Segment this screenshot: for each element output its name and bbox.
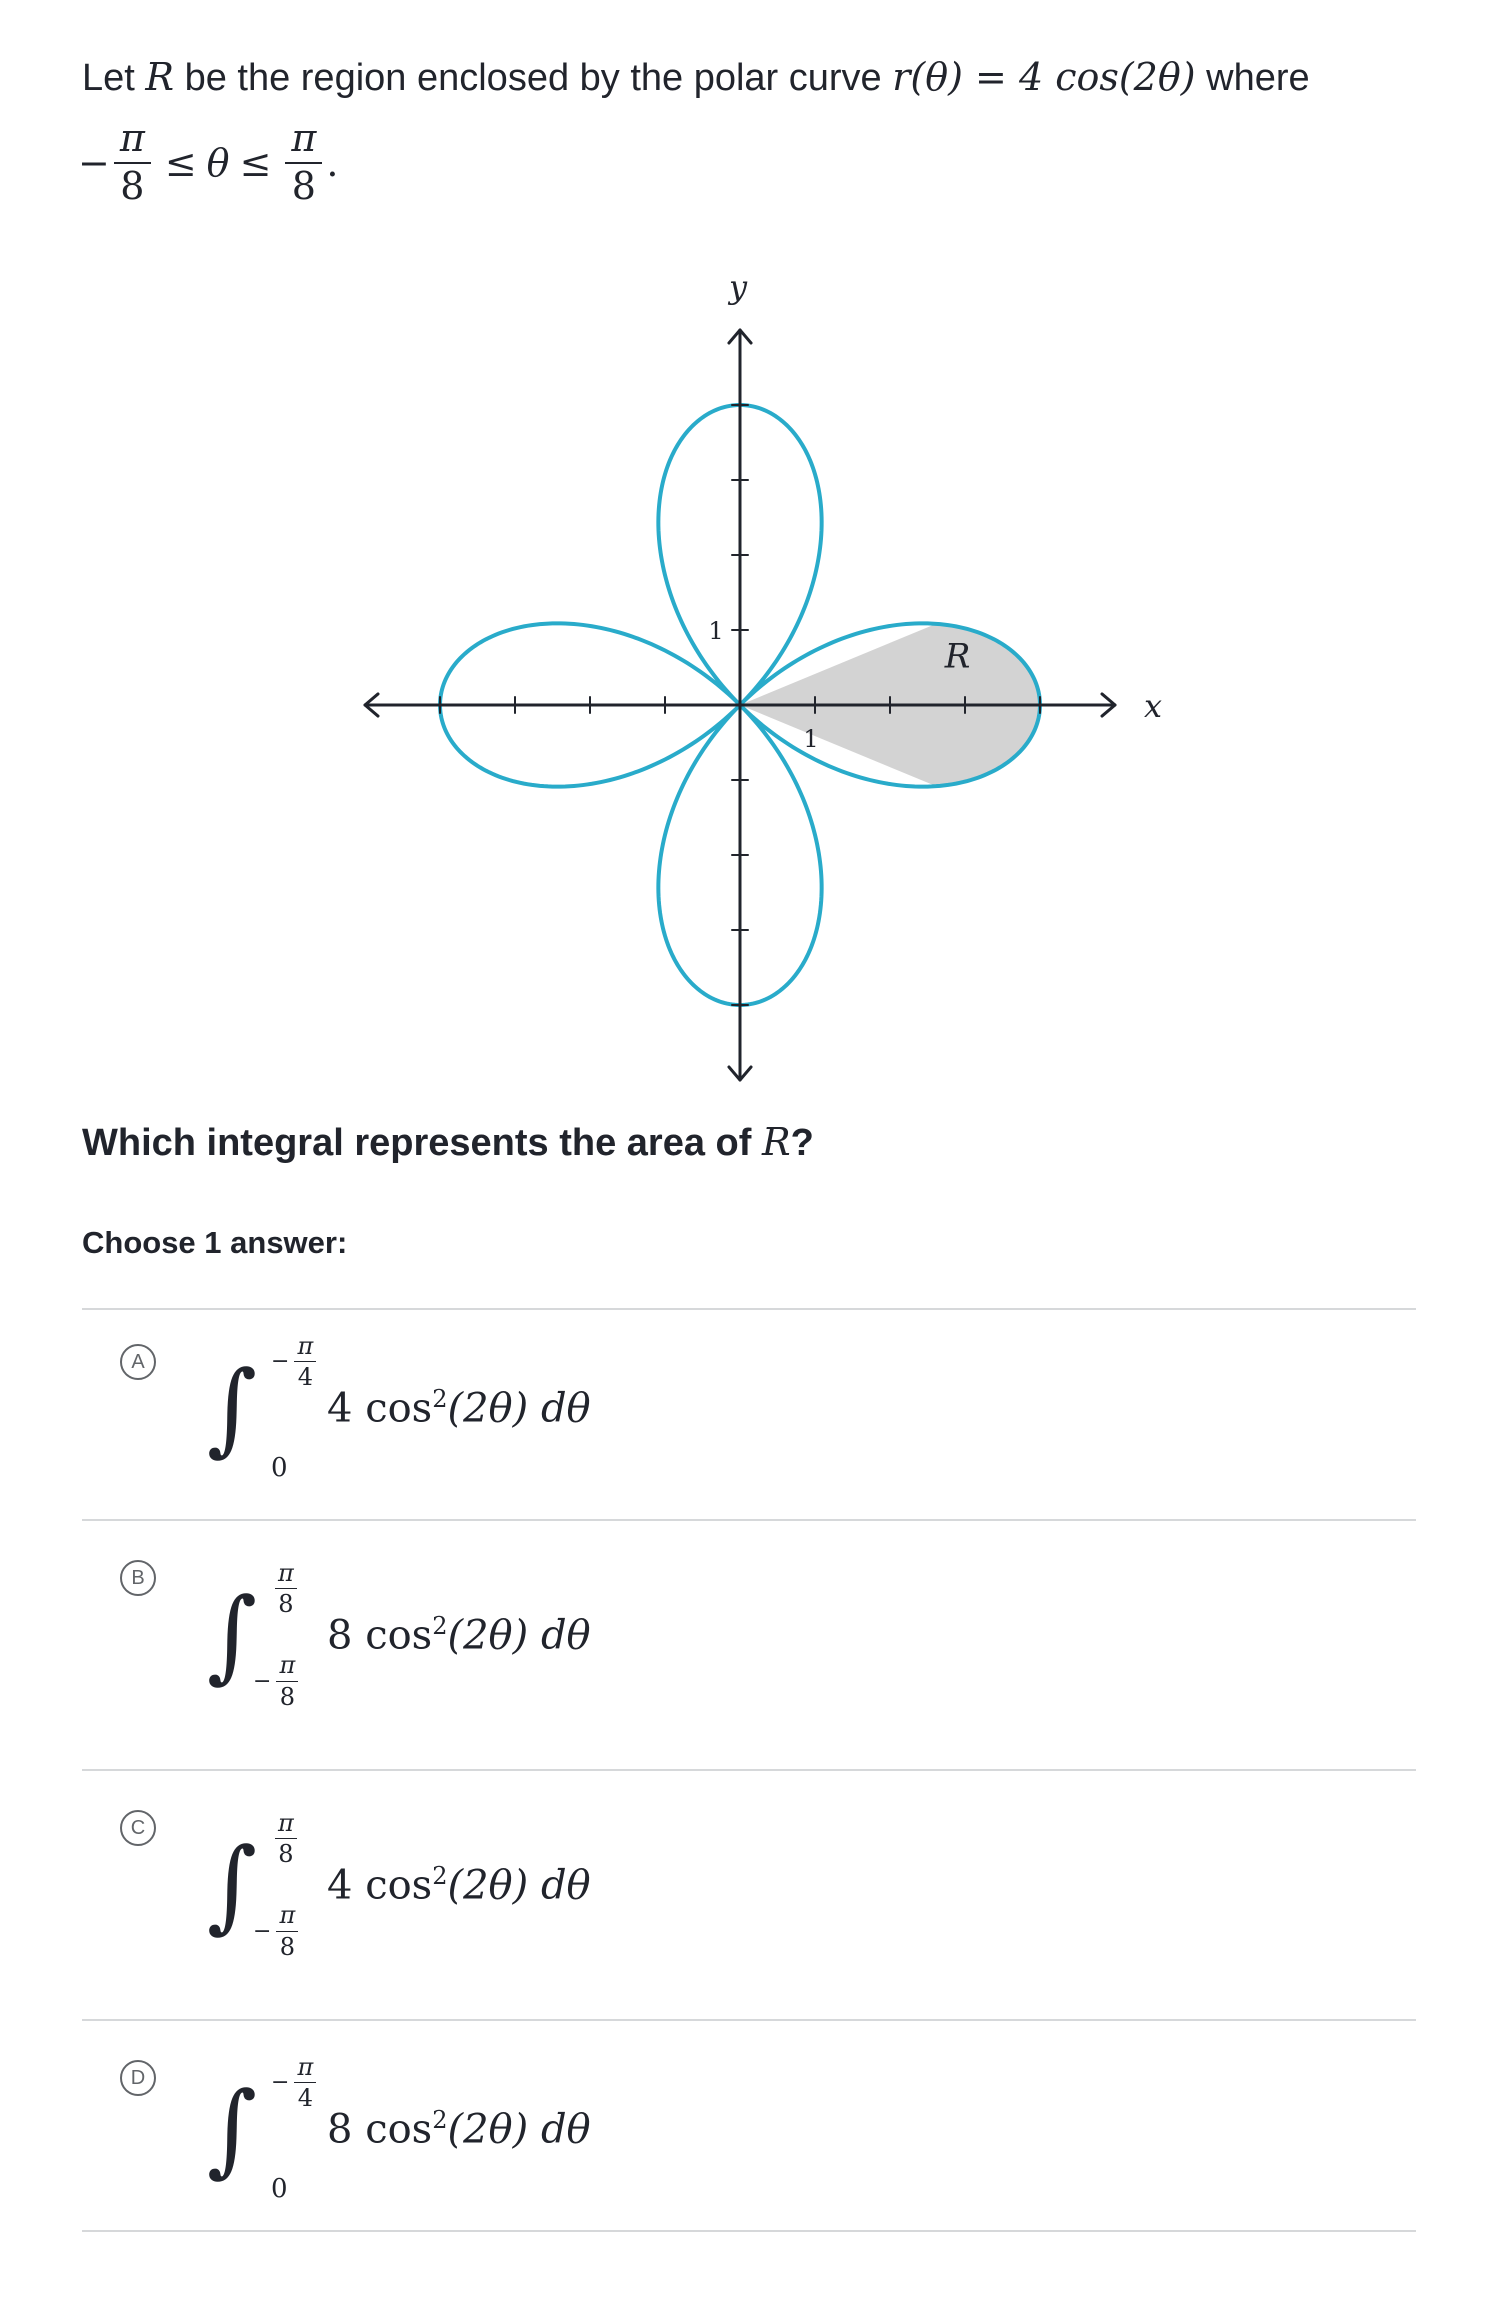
upper-bound-sign: −	[271, 2070, 290, 2096]
theta-inequality	[78, 118, 338, 208]
option-letter-b: B	[120, 1560, 156, 1596]
integrand-argument: (2θ) dθ	[447, 2106, 591, 2153]
integrand-power: 2	[432, 1384, 448, 1413]
answer-option-b[interactable]	[82, 1520, 1416, 1769]
lower-bound-value: 0	[271, 2174, 288, 2204]
integrand-argument: (2θ) dθ	[447, 1612, 591, 1659]
y-tick-label: 1	[708, 617, 724, 645]
upper-denominator: 8	[278, 1590, 294, 1619]
question-region: R	[761, 1120, 791, 1164]
integrand-function: cos	[365, 1862, 433, 1909]
lower-denominator: 8	[279, 1932, 295, 1961]
integral-c	[207, 1810, 591, 1960]
integral-a	[207, 1333, 591, 1483]
choose-label: Choose 1 answer:	[82, 1225, 348, 1260]
upper-bound	[271, 1560, 301, 1618]
answer-option-a[interactable]	[82, 1309, 1416, 1519]
fraction-denominator: 8	[291, 163, 316, 208]
lower-bound-value: 0	[271, 1453, 288, 1483]
divider	[82, 2230, 1416, 2232]
integrand	[327, 2106, 591, 2152]
upper-bound-sign: −	[271, 1349, 290, 1375]
inequality-period: .	[326, 140, 339, 185]
option-letter-d: D	[120, 2060, 156, 2096]
upper-bound	[271, 1333, 320, 1391]
inequality-symbol: ≤	[164, 140, 197, 185]
integrand-function: cos	[365, 1385, 433, 1432]
lower-numerator: π	[276, 1652, 298, 1681]
integral-sign: ∫	[207, 1826, 258, 1944]
question-text	[82, 1120, 814, 1165]
upper-bound	[271, 1810, 301, 1868]
polar-curve-equation: r(θ) = 4 cos(2θ)	[892, 55, 1196, 99]
upper-denominator: 4	[297, 1363, 313, 1392]
upper-bound	[271, 2054, 320, 2112]
answer-option-c[interactable]	[82, 1770, 1416, 2019]
inequality-lower-fraction	[114, 118, 151, 208]
lower-bound	[253, 1902, 302, 1960]
inequality-symbol: ≤	[239, 140, 272, 185]
integrand-coefficient: 4	[327, 1385, 353, 1432]
problem-statement	[82, 48, 1310, 107]
integrand-argument: (2θ) dθ	[447, 1385, 591, 1432]
integral-b	[207, 1560, 591, 1710]
fraction-numerator: π	[114, 118, 151, 164]
lower-bound	[271, 2174, 288, 2204]
x-axis-label: x	[1143, 687, 1163, 725]
upper-denominator: 4	[297, 2084, 313, 2113]
integrand-function: cos	[365, 2106, 433, 2153]
integral-bounds	[251, 1810, 321, 1960]
integrand	[327, 1385, 591, 1431]
prompt-text-before: Let	[82, 57, 146, 99]
lower-bound	[253, 1652, 302, 1710]
integrand-coefficient: 8	[327, 1612, 353, 1659]
x-tick-label: 1	[803, 725, 819, 753]
upper-numerator: π	[294, 2054, 316, 2083]
lower-bound	[271, 1453, 288, 1483]
integral-sign: ∫	[207, 1349, 258, 1467]
integrand-power: 2	[432, 1861, 448, 1890]
integral-sign: ∫	[207, 2070, 258, 2188]
lower-bound-sign: −	[253, 1668, 272, 1694]
integral-bounds	[251, 1560, 321, 1710]
question-body: Which integral represents the area of	[82, 1122, 762, 1164]
answer-option-d[interactable]	[82, 2020, 1416, 2230]
integrand-argument: (2θ) dθ	[447, 1862, 591, 1909]
upper-numerator: π	[275, 1810, 297, 1839]
lower-bound-sign: −	[253, 1918, 272, 1944]
y-axis-label: y	[728, 268, 748, 306]
upper-numerator: π	[275, 1560, 297, 1589]
fraction-denominator: 8	[120, 163, 145, 208]
region-symbol: R	[145, 55, 175, 99]
lower-denominator: 8	[279, 1682, 295, 1711]
integrand-power: 2	[432, 1611, 448, 1640]
integral-d	[207, 2054, 591, 2204]
upper-numerator: π	[294, 1333, 316, 1362]
fraction-numerator: π	[285, 118, 322, 164]
upper-denominator: 8	[278, 1840, 294, 1869]
integral-sign: ∫	[207, 1576, 258, 1694]
integral-bounds	[251, 2054, 321, 2204]
polar-graph	[300, 260, 1200, 1100]
inequality-theta: θ	[206, 140, 230, 185]
inequality-minus: −	[78, 140, 110, 185]
question-mark: ?	[790, 1122, 814, 1164]
integrand-power: 2	[432, 2105, 448, 2134]
option-letter-c: C	[120, 1810, 156, 1846]
prompt-text-after: where	[1195, 57, 1310, 99]
axes	[365, 330, 1115, 1080]
integrand-coefficient: 8	[327, 2106, 353, 2153]
inequality-upper-fraction	[285, 118, 322, 208]
integrand-coefficient: 4	[327, 1862, 353, 1909]
integral-bounds	[251, 1333, 321, 1483]
lower-numerator: π	[276, 1902, 298, 1931]
integrand	[327, 1612, 591, 1658]
integrand	[327, 1862, 591, 1908]
prompt-text-middle: be the region enclosed by the polar curve	[174, 57, 893, 99]
integrand-function: cos	[365, 1612, 433, 1659]
region-label: R	[944, 636, 971, 677]
option-letter-a: A	[120, 1344, 156, 1380]
